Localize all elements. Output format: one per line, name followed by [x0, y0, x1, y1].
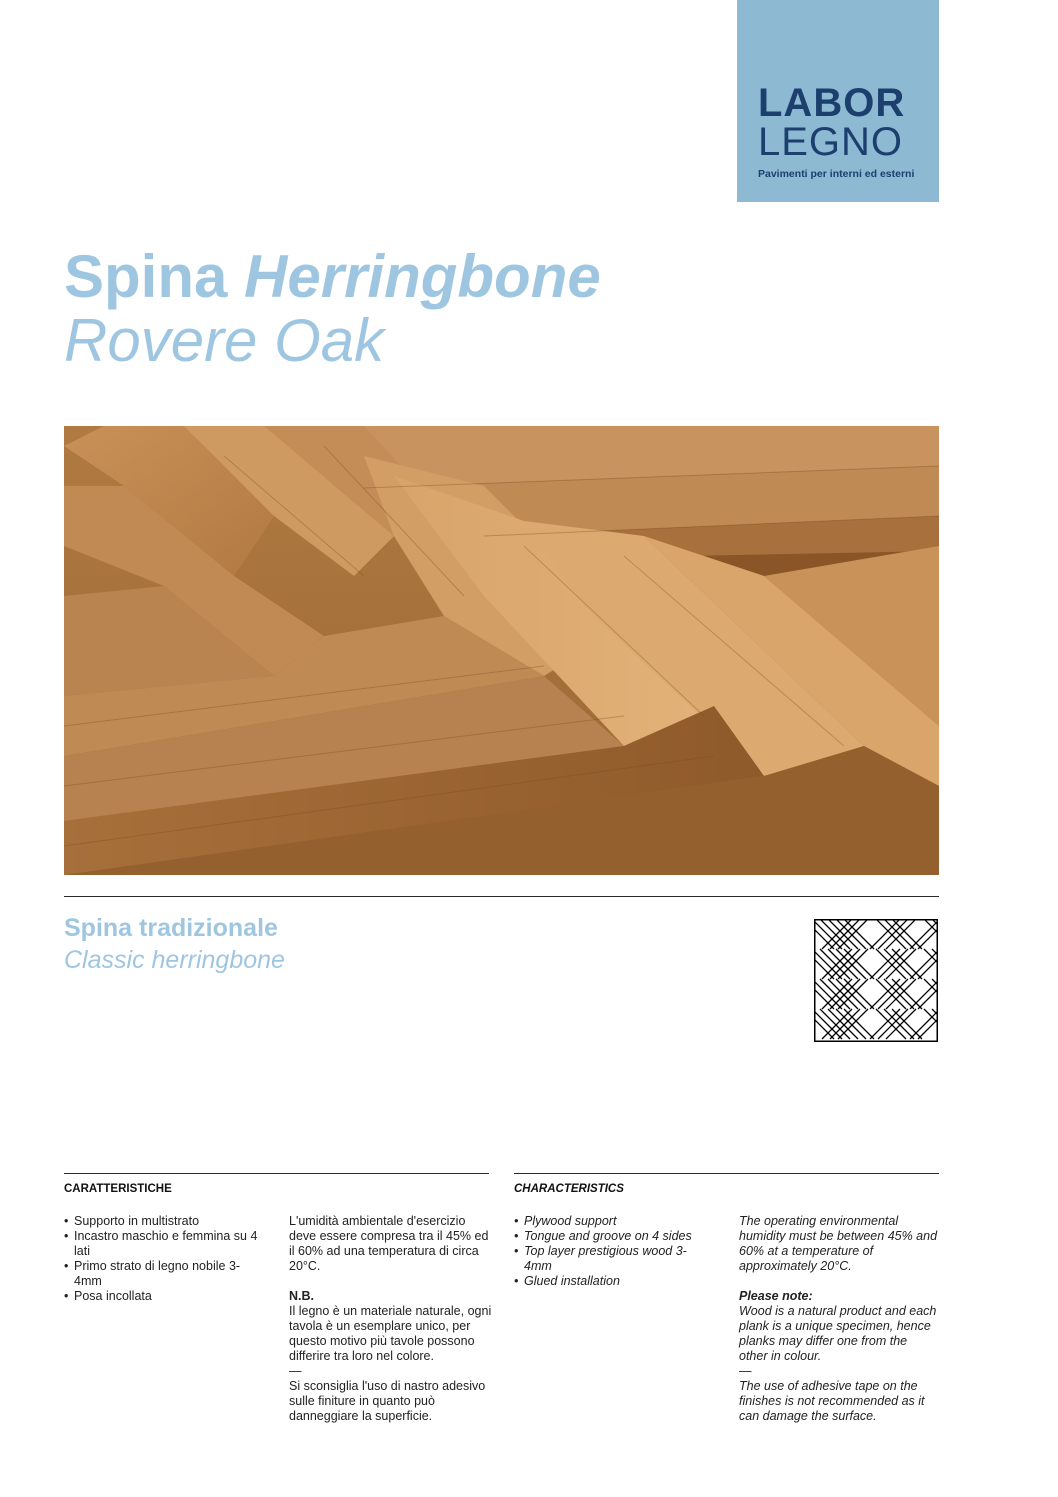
english-divider — [514, 1173, 939, 1174]
separator-dash: — — [739, 1364, 752, 1378]
pattern-name-en: Classic herringbone — [64, 946, 285, 974]
feature-item: • Glued installation — [514, 1274, 714, 1289]
section-divider — [64, 896, 939, 897]
nb-text: Il legno è un materiale naturale, ogni tavola è un esemplare unico, per questo motivo più tavole possono differire tra loro nel colore. — [289, 1304, 492, 1363]
english-features — [514, 1214, 714, 1289]
italian-divider — [64, 1173, 489, 1174]
english-notes — [739, 1214, 939, 1424]
feature-item: • Incastro maschio e femmina su 4 lati — [64, 1229, 264, 1259]
title-word-herringbone: Herringbone — [244, 243, 601, 310]
humidity-note: L'umidità ambientale d'esercizio deve essere compresa tra il 45% ed il 60% ad una temperatura di circa 20°C. — [289, 1214, 489, 1273]
logo-tagline: Pavimenti per interni ed esterni — [758, 168, 915, 180]
feature-item: • Primo strato di legno nobile 3-4mm — [64, 1259, 264, 1289]
tape-warning: The use of adhesive tape on the finishes is not recommended as it can damage the surface. — [739, 1379, 925, 1423]
feature-item: • Plywood support — [514, 1214, 714, 1229]
title-word-spina: Spina — [64, 243, 228, 310]
feature-item: • Top layer prestigious wood 3-4mm — [514, 1244, 714, 1274]
nb-label: N.B. — [289, 1289, 314, 1303]
feature-item: • Tongue and groove on 4 sides — [514, 1229, 714, 1244]
separator-dash: — — [289, 1364, 302, 1378]
product-title — [64, 244, 601, 372]
humidity-note: The operating environmental humidity must be between 45% and 60% at a temperature of approximately 20°C. — [739, 1214, 938, 1273]
feature-item: • Posa incollata — [64, 1289, 264, 1304]
pattern-name-it: Spina tradizionale — [64, 914, 278, 942]
logo-word-labor: LABOR — [758, 81, 906, 125]
brand-logo — [737, 0, 939, 202]
pattern-name — [64, 912, 285, 976]
herringbone-pattern-icon — [814, 919, 938, 1042]
floor-photo — [64, 426, 939, 875]
english-heading: CHARACTERISTICS — [514, 1183, 624, 1195]
italian-heading: CARATTERISTICHE — [64, 1183, 172, 1195]
title-line-2: Rovere Oak — [64, 307, 385, 374]
italian-notes — [289, 1214, 492, 1424]
tape-warning: Si sconsiglia l'uso di nastro adesivo sulle finiture in quanto può danneggiare la superficie. — [289, 1379, 486, 1423]
note-text: Wood is a natural product and each plank is a unique specimen, hence planks may differ one from the other in colour. — [739, 1304, 937, 1363]
logo-word-legno: LEGNO — [758, 120, 904, 164]
note-label: Please note: — [739, 1289, 813, 1303]
italian-features — [64, 1214, 264, 1304]
feature-item: • Supporto in multistrato — [64, 1214, 264, 1229]
title-line-1 — [64, 244, 601, 310]
